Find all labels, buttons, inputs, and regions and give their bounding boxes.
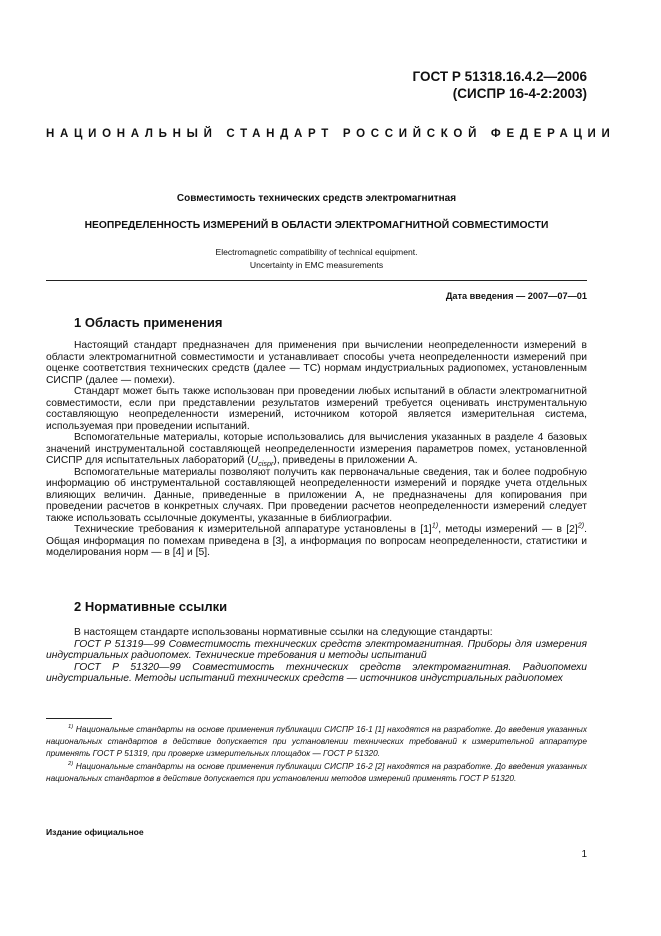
introduction-date: Дата введения — 2007—07—01 <box>445 291 587 301</box>
section-1-body <box>46 340 587 559</box>
normative-reference: ГОСТ Р 51320—99 Совместимость технических средств электромагнитная. Радиопомехи индустриальные. Методы испытаний технических средств — источников индустриальных радиопомех <box>46 661 587 684</box>
page-number: 1 <box>581 849 587 860</box>
section-1-heading: 1 Область применения <box>74 315 223 330</box>
footnote-divider <box>46 718 112 719</box>
divider <box>46 280 587 281</box>
edition-label: Издание официальное <box>46 827 144 837</box>
section-2-heading: 2 Нормативные ссылки <box>74 599 228 614</box>
paragraph: Настоящий стандарт предназначен для применения при вычислении неопределенности измерений в области электромагнитной совместимости и устанавливает способы учета неопределенности измерений при оценке соответствия технических средств (далее — ТС) нормам индустриальных радиопомех, установленным СИСПР (далее — помехи). <box>46 340 587 386</box>
paragraph: Стандарт может быть также использован при проведении любых испытаний в области электромагнитной совместимости, если при представлении результатов измерений требуется оценивать инструментальную составляющую неопределенности измерений, источником которой является измерительная система, используемая при проведении испытаний. <box>46 386 587 432</box>
english-title-line1: Electromagnetic compatibility of technical equipment. <box>215 247 418 257</box>
paragraph: Технические требования к измерительной аппаратуре установлены в $[1]^{1)}$, методы измерений — в $[2]^{2)}$. Общая информация по помехам приведена в [3], а информация по вопросам неопределенности, статистики и моделирования норм — в [4] и [5]. <box>46 520 587 558</box>
footnote-2: $^{2)}$ Национальные стандарты на основе применения публикации СИСПР 16-2 [2] находятся на разработке. До введения указанных национальных стандартов в действие допускается при установлении методов измерений применять ГОСТ Р 51320. <box>46 760 587 783</box>
cispr-number: (СИСПР 16-4-2:2003) <box>452 86 587 101</box>
paragraph: Вспомогательные материалы, которые использовались для вычисления указанных в разделе 4 базовых значений инструментальной составляющей неопределенности измерения параметров помех, установленной СИСПР для испытательных лабораторий $(U_{cispr})$, приведены в приложении А. <box>46 432 587 469</box>
section-2-body <box>46 627 587 685</box>
standard-category: Совместимость технических средств электромагнитная <box>176 193 457 204</box>
standard-title: НЕОПРЕДЕЛЕННОСТЬ ИЗМЕРЕНИЙ В ОБЛАСТИ ЭЛЕКТРОМАГНИТНОЙ СОВМЕСТИМОСТИ <box>84 220 549 231</box>
normative-reference: ГОСТ Р 51319—99 Совместимость технических средств электромагнитная. Приборы для измерения индустриальных радиопомех. Технические требования и методы испытаний <box>46 638 587 661</box>
footnote-1: $^{1)}$ Национальные стандарты на основе применения публикации СИСПР 16-1 [1] находятся на разработке. До введения указанных национальных стандартов в действие допускается при установлении технических требований к измерительной аппаратуре применять ГОСТ Р 51319, при проверке измерительных площадок — ГОСТ Р 51320. <box>46 724 587 759</box>
national-standard-banner: НАЦИОНАЛЬНЫЙ СТАНДАРТ РОССИЙСКОЙ ФЕДЕРАЦИИ <box>46 128 616 140</box>
paragraph: В настоящем стандарте использованы нормативные ссылки на следующие стандарты: <box>74 627 493 638</box>
document-header <box>413 68 588 102</box>
footnotes <box>46 723 587 784</box>
english-title-line2: Uncertainty in EMC measurements <box>249 260 384 270</box>
doc-number: ГОСТ Р 51318.16.4.2—2006 <box>412 69 587 84</box>
paragraph: Вспомогательные материалы позволяют получить как первоначальные сведения, так и более подробную информацию об инструментальной составляющей неопределенности измерений и порядке учета отдельных влияющих величин. Данные, приведенные в приложении А, не предназначены для копирования при проведении расчетов в конкретных случаях. При проведении расчетов неопределенности измерений следует также использовать ссылочные документы, указанные в библиографии. <box>46 466 587 524</box>
